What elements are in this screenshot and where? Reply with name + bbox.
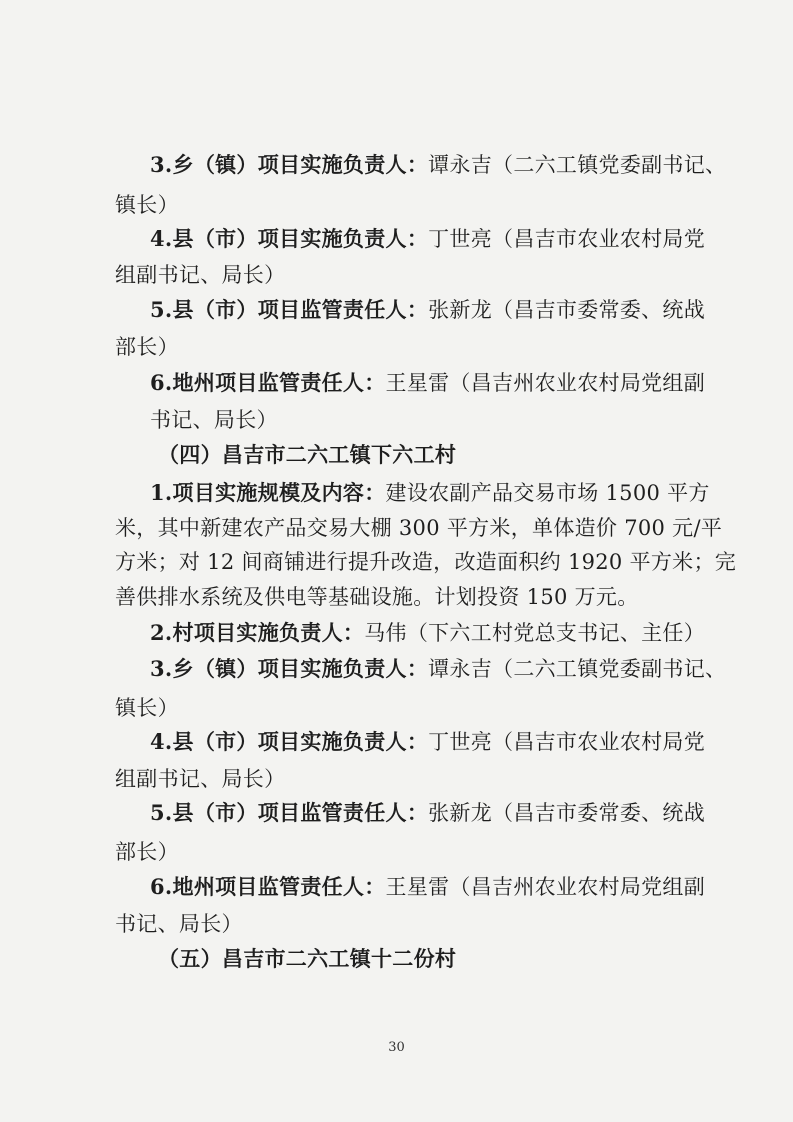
text-line: 5.县（市）项目监管责任人：张新龙（昌吉市委常委、统战	[150, 297, 706, 322]
text-line: 6.地州项目监管责任人：王星雷（昌吉州农业农村局党组副	[150, 874, 706, 899]
text-line: 组副书记、局长）	[115, 767, 286, 791]
text-line: 2.村项目实施负责人：马伟（下六工村党总支书记、主任）	[150, 620, 706, 645]
text-line: 镇长）	[115, 193, 179, 217]
text-line: 4.县（市）项目实施负责人：丁世亮（昌吉市农业农村局党	[150, 226, 706, 251]
text-line: 6.地州项目监管责任人：王星雷（昌吉州农业农村局党组副	[150, 370, 706, 395]
section-heading: （四）昌吉市二六工镇下六工村	[158, 442, 457, 467]
text-line: 部长）	[115, 840, 179, 864]
section-heading: （五）昌吉市二六工镇十二份村	[158, 946, 457, 971]
text-line: 5.县（市）项目监管责任人：张新龙（昌吉市委常委、统战	[150, 800, 706, 825]
text-line: 米，其中新建农产品交易大棚 300 平方米，单体造价 700 元/平	[115, 516, 723, 540]
text-line: 方米；对 12 间商铺进行提升改造，改造面积约 1920 平方米；完	[115, 550, 737, 574]
text-line: 善供排水系统及供电等基础设施。计划投资 150 万元。	[115, 585, 639, 609]
page-number: 30	[388, 1040, 405, 1055]
text-line: 书记、局长）	[150, 408, 278, 432]
text-line: 组副书记、局长）	[115, 263, 286, 287]
text-line: 部长）	[115, 335, 179, 359]
text-line: 4.县（市）项目实施负责人：丁世亮（昌吉市农业农村局党	[150, 729, 706, 754]
text-line: 3.乡（镇）项目实施负责人：谭永吉（二六工镇党委副书记、	[150, 656, 727, 681]
text-line: 3.乡（镇）项目实施负责人：谭永吉（二六工镇党委副书记、	[150, 152, 727, 177]
text-line: 1.项目实施规模及内容：建设农副产品交易市场 1500 平方	[150, 480, 710, 505]
text-line: 镇长）	[115, 696, 179, 720]
text-line: 书记、局长）	[115, 912, 243, 936]
